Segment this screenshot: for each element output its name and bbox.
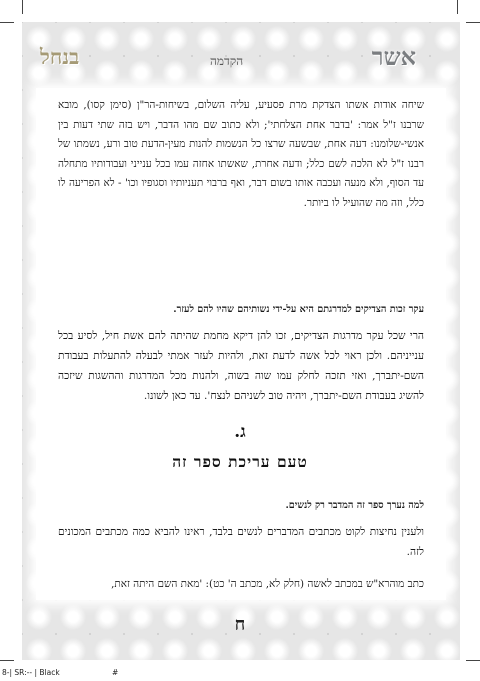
paragraph-1: שיחה אודות אשתו הצדקת מרת פסעיע, עליה השלום, בשיחות-הר"ן (סימן קסו), מובא שרבנו ז"ל אמר: 'בדבר אחת הצלחתי'; ולא כתוב שם מהו הדבר, ויש בזה שתי דעות בין אנשי-שלומנו: דעה אחת, שבשעה שרצו כל הנשמות להנות מעין-הדעת טוב ורע, נשמתו של רבנו ז"ל לא הלכה לשם כלל; ודעה אחרת, שאשתו אחזה עמו בכל ענייני ועבודותיו מתחלה עד הסוף, ולא מנעה ועכבה אותו בשום דבר, ואף ברבוי תעניותיו וסגופיו וכו' - לא הפריעה לו כלל, וזה מה שהועיל לו ביותר. bbox=[58, 99, 424, 209]
crop-mark bbox=[466, 660, 480, 661]
crop-mark bbox=[0, 22, 14, 23]
subheading-2: למה נערך ספר זה המדבר רק לנשים. bbox=[285, 500, 424, 511]
page-number: ח bbox=[234, 614, 246, 635]
header-section-name: הקדמה bbox=[210, 54, 244, 68]
chapter-number: ג. bbox=[234, 422, 246, 442]
paragraph-4: כתב מוהרא"ש במכתב לאשה (חלק לא, מכתב ה' כט): 'מאת השם היתה זאת, bbox=[111, 578, 424, 590]
printer-slug-text: 8-| SR:-- | Black bbox=[2, 668, 60, 677]
header-book-title: אשר bbox=[371, 42, 416, 71]
crop-mark bbox=[22, 0, 23, 14]
paragraph-3: ולענין נחיצות לקוט מכתבים המדברים לנשים בלבד, ראינו להביא כמה מכתבים המכונים לזה. bbox=[58, 526, 424, 558]
subheading-1: עקר זכות הצדיקים למדרגתם היא על-ידי נשותיהם שהיו להם לעזר. bbox=[173, 304, 424, 315]
crop-mark bbox=[0, 660, 14, 661]
crop-mark bbox=[466, 22, 480, 23]
printer-slug bbox=[0, 668, 480, 681]
running-header bbox=[40, 38, 440, 80]
crop-mark bbox=[457, 0, 458, 14]
header-book-name: בנחל bbox=[40, 44, 80, 69]
paragraph-2: הרי שכל עקר מדרגות הצדיקים, זכו להן דיקא מחמת שהיתה להם אשת חיל, לסיע בכל ענייניהם. ולכן ראוי לכל אשה לדעת זאת, ולהיות לעזר אמתי לבעלה להתעלות בעבודת השם-יתברך, ואזי תזכה לחלק עמו שוה בשוה, ולהנות מכל המדרגות וההשגות שיזכה להשיג בעבודת השם-יתברך, ויהיה טוב לשניהם לנצח'. עד כאן לשונו. bbox=[58, 330, 424, 402]
printer-slug-hash: # bbox=[112, 668, 119, 677]
chapter-title: טעם עריכת ספר זה bbox=[172, 452, 308, 471]
